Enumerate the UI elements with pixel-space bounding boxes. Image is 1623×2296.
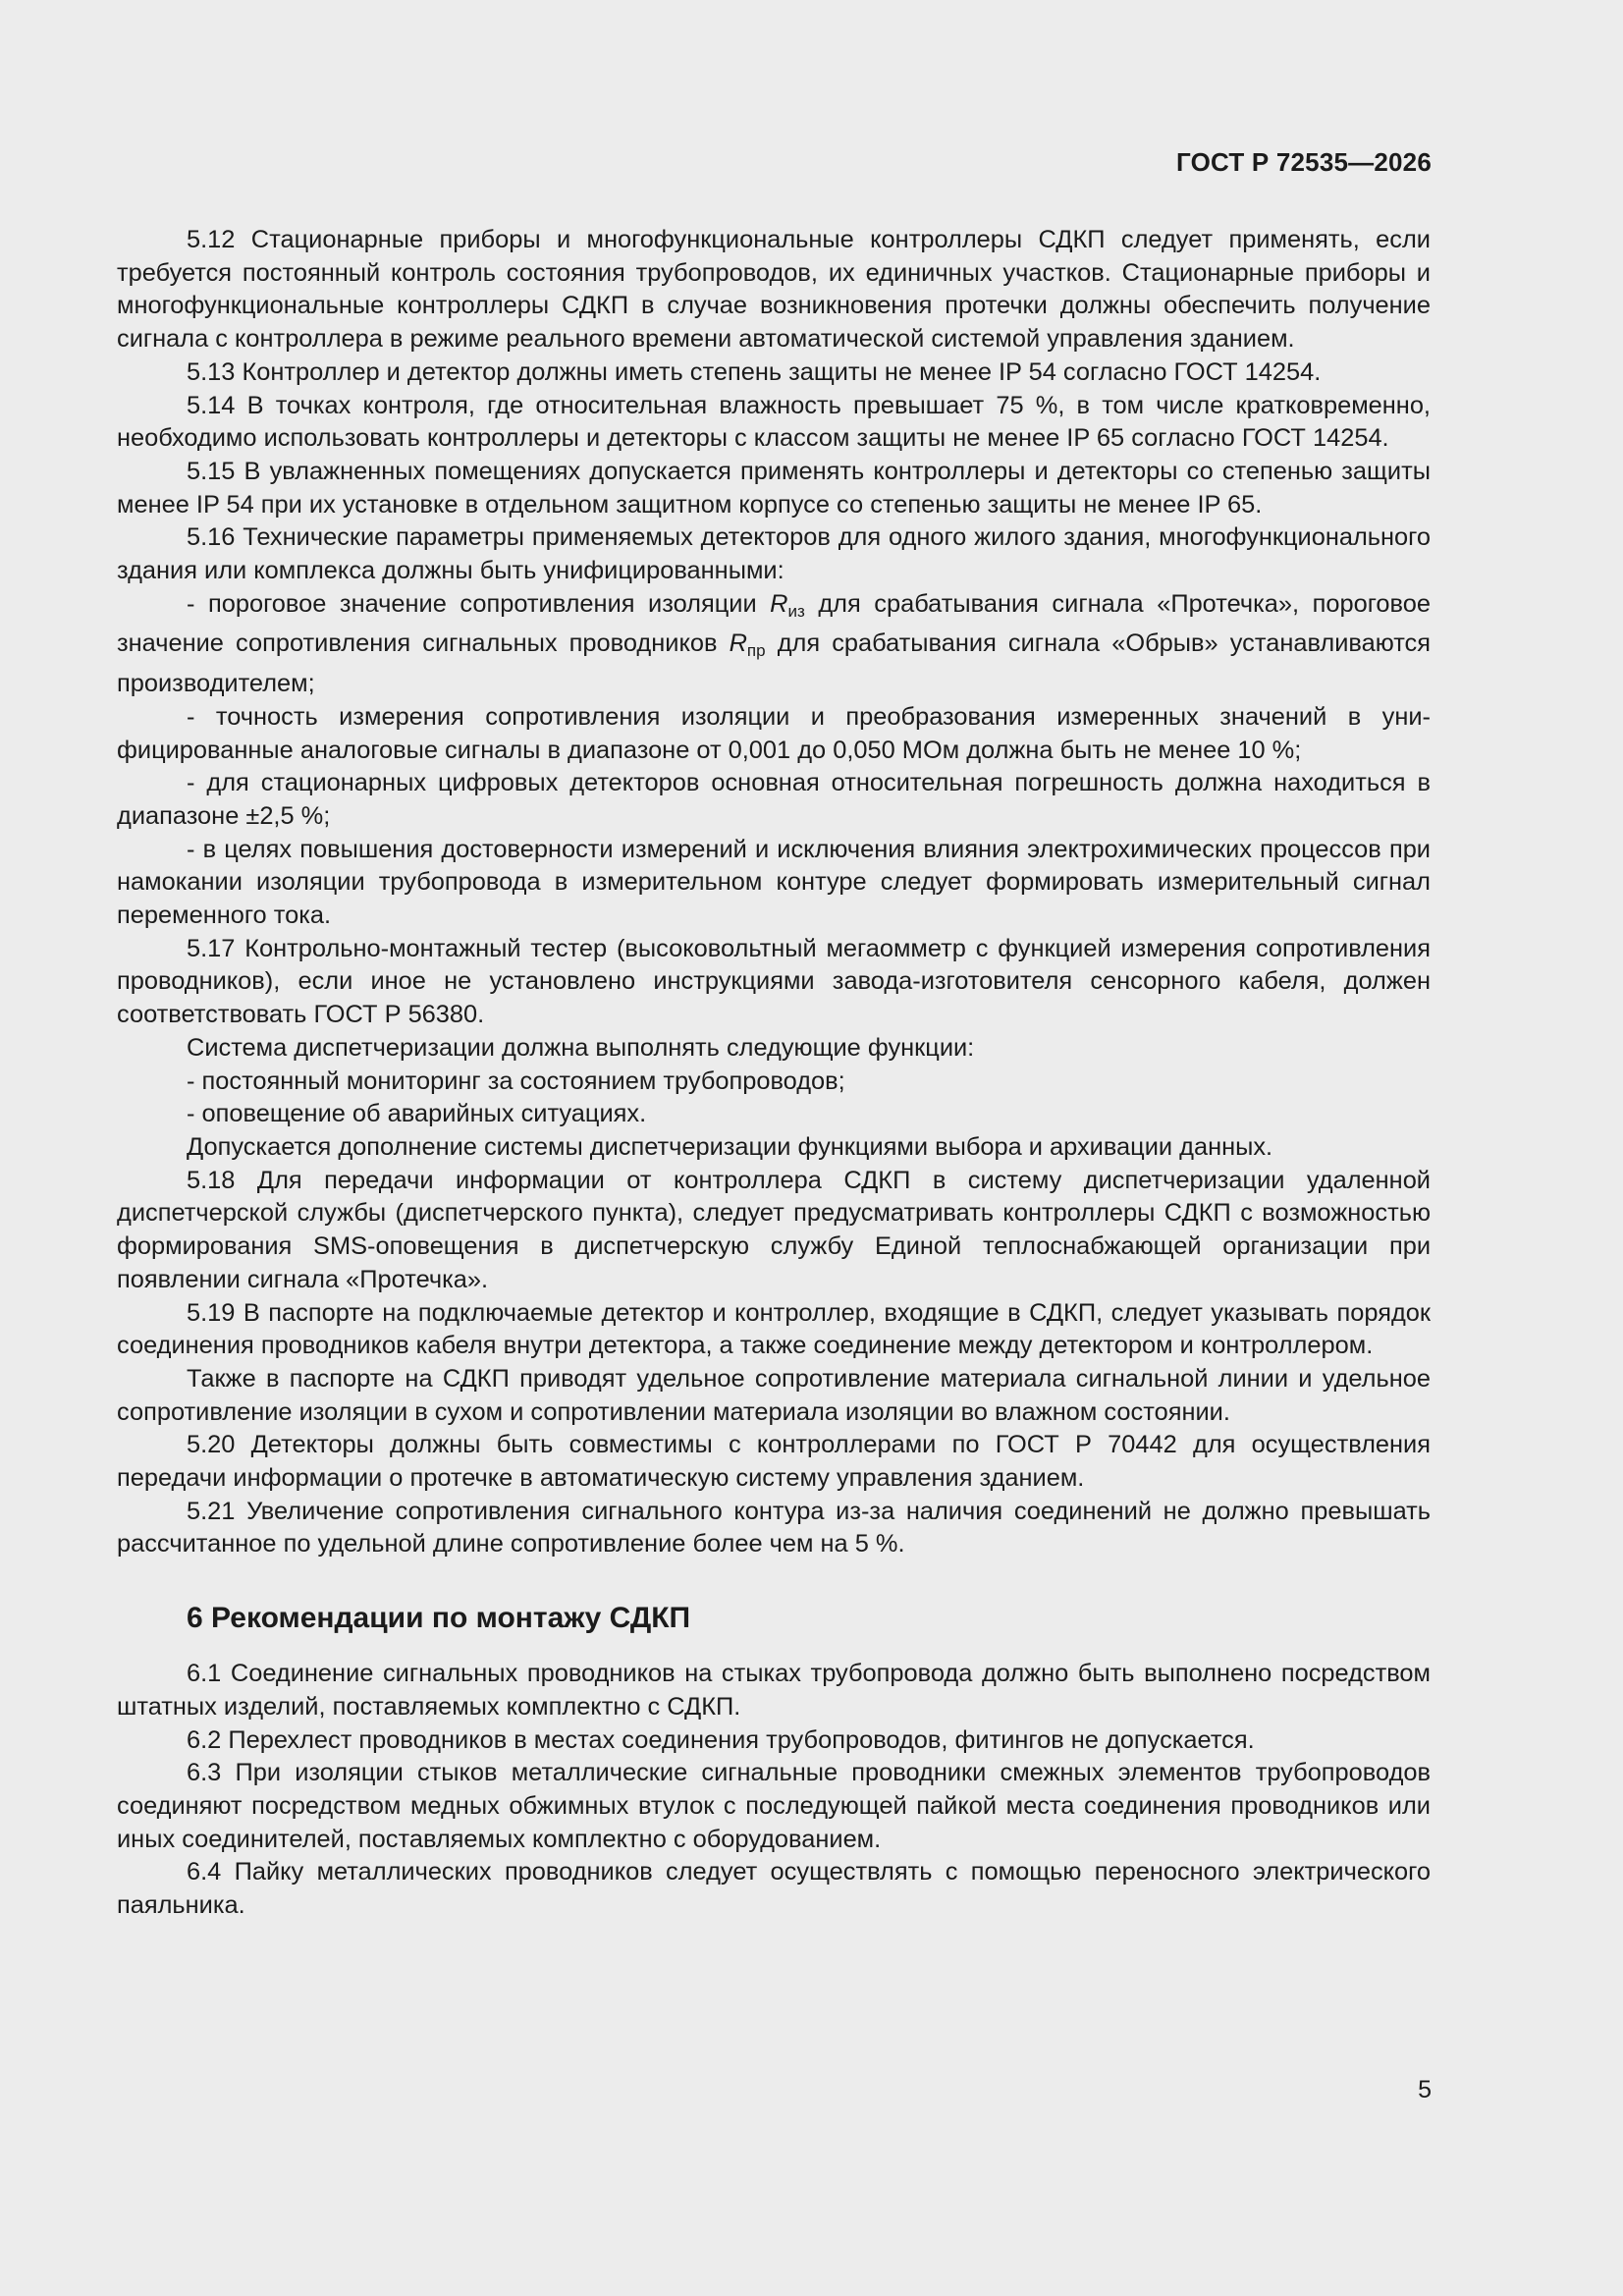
paragraph-5-20: 5.20 Детекторы должны быть совместимы с контроллерами по ГОСТ Р 70442 для осуществления передачи информации о протечке в автоматическую систему управления зданием. [117,1431,1431,1493]
text-fragment: для срабатывания сигнала «Протечка», пороговое значение сопротивления сигнальных проводников [117,589,1431,658]
paragraph-passport: Также в паспорте на СДКП приводят удельное сопротивление материала сигнальной линии и удельное сопротивление изоляции в сухом и сопротивлении материала изоляции во влажном состоянии. [117,1364,1431,1426]
list-item-measurement-accuracy: - точность измерения сопротивления изоляции и преобразования измеренных значений в унифицированные аналоговые сигналы в диапазоне от 0,001 до 0,050 МОм должна быть не менее 10 %; [117,702,1431,764]
paragraph-5-15: 5.15 В увлажненных помещениях допускается применять контроллеры и детекторы со степенью защиты менее IP 54 при их установке в отдельном защитном корпусе со степенью защиты не менее IP 65. [117,457,1431,519]
text-fragment: - пороговое значение сопротивления изоляции [187,589,771,618]
paragraph-6-1: 6.1 Соединение сигнальных проводников на стыках трубопровода должно быть выполнено посредством штатных изделий, поставляемых комплектно с СДКП. [117,1660,1431,1721]
list-item-threshold-resistance [117,588,1431,701]
paragraph-5-14: 5.14 В точках контроля, где относительная влажность превышает 75 %, в том числе кратковременно, необходимо использовать контроллеры и детекторы с классом защиты не менее IP 65 согласно ГОСТ 14254. [117,391,1431,453]
paragraph-dispatch-extension: Допускается дополнение системы диспетчеризации функциями выбора и архивации данных. [187,1132,1273,1161]
page-number: 5 [1418,2076,1432,2104]
list-item-digital-detector-error: - для стационарных цифровых детекторов основная относительная погрешность должна находиться в диапазоне ±2,5 %; [117,769,1431,830]
paragraph-5-16: 5.16 Технические параметры применяемых детекторов для одного жилого здания, многофункционального здания или комплекса должны быть унифицированными: [117,523,1431,585]
insulation-resistance-subscript: из [787,601,805,621]
paragraph-5-17: 5.17 Контрольно-монтажный тестер (высоковольтный мегаомметр с функцией измерения сопротивления проводников), если иное не установлено инструкциями завода-изготовителя сенсорного кабеля, должен соответствовать ГОСТ Р 56380. [117,934,1431,1029]
paragraph-5-21: 5.21 Увеличение сопротивления сигнального контура из-за наличия соединений не должно превышать рассчитанное по удельной длине сопротивление более чем на 5 %. [117,1497,1431,1558]
paragraph-6-4: 6.4 Пайку металлических проводников следует осуществлять с помощью переносного электрического паяльника. [117,1858,1431,1920]
text-fragment: для срабатывания сигнала «Обрыв» устанавливаются производителем; [117,629,1431,698]
paragraph-5-12: 5.12 Стационарные приборы и многофункциональные контроллеры СДКП следует применять, если требуется постоянный контроль состояния трубопроводов, их единичных участков. Стационарные приборы и многофункциональные контроллеры СДКП в случае возникновения протечки должны обеспечить получение сигнала с контроллера в режиме реального времени автоматической системой управления зданием. [117,226,1431,354]
paragraph-6-3: 6.3 При изоляции стыков металлические сигнальные проводники смежных элементов трубопроводов соединяют посредством медных обжимных втулок с последующей пайкой места соединения проводников или иных соединителей, поставляемых комплектно с оборудованием. [117,1759,1431,1853]
paragraph-6-2: 6.2 Перехлест проводников в местах соединения трубопроводов, фитингов не допускается. [187,1725,1255,1754]
insulation-resistance-symbol: R [770,589,788,618]
list-item-alerts: - оповещение об аварийных ситуациях. [187,1100,647,1128]
paragraph-5-13: 5.13 Контроллер и детектор должны иметь степень защиты не менее IP 54 согласно ГОСТ 14254. [187,357,1322,386]
document-body [117,224,1431,1923]
paragraph-dispatch-functions: Система диспетчеризации должна выполнять следующие функции: [187,1033,975,1062]
conductor-resistance-subscript: пр [746,641,766,661]
conductor-resistance-symbol: R [729,629,747,658]
list-item-alternating-current: - в целях повышения достоверности измерений и исключения влияния электрохимических процессов при намокании изоляции трубопровода в измерительном контуре следует формировать измерительный сигнал переменного тока. [117,835,1431,930]
paragraph-5-19: 5.19 В паспорте на подключаемые детектор и контроллер, входящие в СДКП, следует указывать порядок соединения проводников кабеля внутри детектора, а также соединение между детектором и контроллером. [117,1298,1431,1360]
list-item-monitoring: - постоянный мониторинг за состоянием трубопроводов; [187,1066,845,1095]
section-6-heading: 6 Рекомендации по монтажу СДКП [187,1602,691,1635]
paragraph-5-18: 5.18 Для передачи информации от контроллера СДКП в систему диспетчеризации удаленной диспетчерской службы (диспетчерского пункта), следует предусматривать контроллеры СДКП с возможностью формирования SMS-оповещения в диспетчерскую службу Единой теплоснабжающей организации при появлении сигнала «Протечка». [117,1166,1431,1293]
document-number: ГОСТ Р 72535—2026 [1176,147,1432,177]
